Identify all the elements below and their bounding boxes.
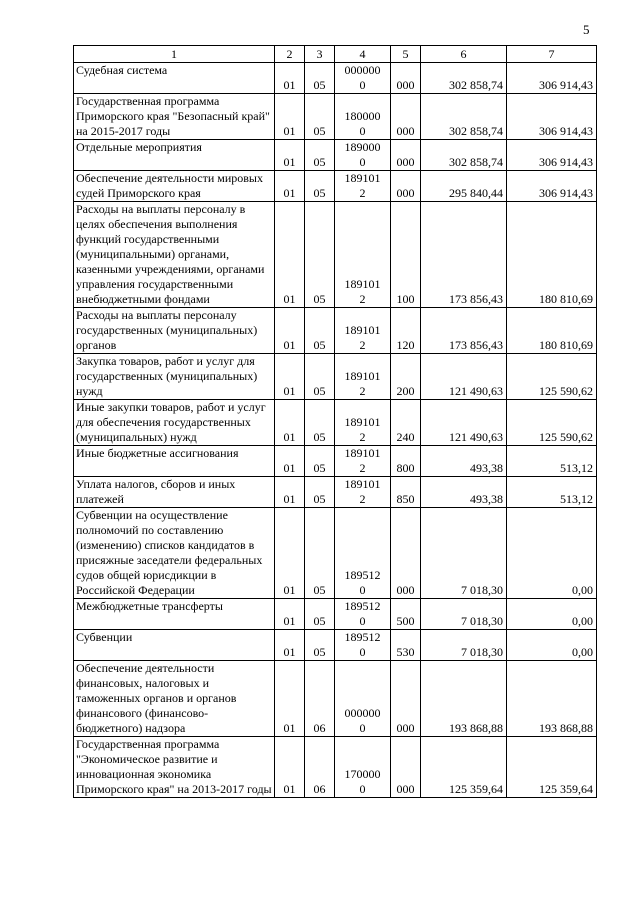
amount-col-7: 306 914,43 [507,94,597,140]
target-article-code [335,446,391,477]
table-row [74,446,597,477]
amount-col-7: 125 590,62 [507,354,597,400]
expense-type-code: 000 [391,737,421,798]
amount-col-6: 302 858,74 [421,63,507,94]
target-article-code [335,140,391,171]
row-name: Иные закупки товаров, работ и услуг для обеспечения государственных (муниципальных) нужд [74,400,275,446]
column-header-6: 6 [421,46,507,63]
target-article-code-line-1: 189101 [344,369,381,383]
amount-col-6: 7 018,30 [421,599,507,630]
section-code: 01 [275,202,305,308]
expense-type-code: 850 [391,477,421,508]
target-article-code-line-2: 0 [359,583,366,597]
column-header-5: 5 [391,46,421,63]
expense-type-code: 530 [391,630,421,661]
row-name: Судебная система [74,63,275,94]
target-article-code-line-1: 189512 [344,630,381,644]
section-code: 01 [275,737,305,798]
target-article-code-line-1: 189000 [344,140,381,154]
column-header-2: 2 [275,46,305,63]
page-number: 5 [583,22,590,37]
target-article-code-line-2: 2 [359,492,366,506]
amount-col-7: 193 868,88 [507,661,597,737]
expense-type-code: 000 [391,140,421,171]
amount-col-6: 125 359,64 [421,737,507,798]
target-article-code-line-2: 2 [359,384,366,398]
amount-col-7: 513,12 [507,477,597,508]
expense-type-code: 240 [391,400,421,446]
table-row [74,400,597,446]
amount-col-6: 121 490,63 [421,400,507,446]
target-article-code-line-2: 0 [359,124,366,138]
target-article-code [335,508,391,599]
section-code: 01 [275,508,305,599]
subsection-code: 05 [305,446,335,477]
target-article-code-line-1: 189512 [344,599,381,613]
subsection-code: 05 [305,477,335,508]
target-article-code-line-1: 180000 [344,109,381,123]
target-article-code-line-2: 2 [359,461,366,475]
section-code: 01 [275,354,305,400]
amount-col-6: 173 856,43 [421,308,507,354]
subsection-code: 05 [305,508,335,599]
subsection-code: 06 [305,661,335,737]
section-code: 01 [275,94,305,140]
subsection-code: 05 [305,140,335,171]
amount-col-7: 306 914,43 [507,140,597,171]
row-name: Субвенции [74,630,275,661]
table-row [74,508,597,599]
target-article-code [335,94,391,140]
target-article-code [335,630,391,661]
target-article-code-line-1: 189101 [344,415,381,429]
row-name: Государственная программа Приморского края "Безопасный край" на 2015-2017 годы [74,94,275,140]
section-code: 01 [275,171,305,202]
target-article-code-line-2: 0 [359,782,366,796]
amount-col-7: 180 810,69 [507,202,597,308]
amount-col-7: 0,00 [507,508,597,599]
table-row [74,140,597,171]
header-row [74,46,597,63]
row-name: Государственная программа "Экономическое развитие и инновационная экономика Приморского края" на 2013-2017 годы [74,737,275,798]
table-row [74,661,597,737]
row-name: Межбюджетные трансферты [74,599,275,630]
table-row [74,202,597,308]
amount-col-6: 302 858,74 [421,94,507,140]
table-row [74,599,597,630]
amount-col-6: 193 868,88 [421,661,507,737]
expense-type-code: 120 [391,308,421,354]
target-article-code-line-1: 189101 [344,171,381,185]
amount-col-7: 306 914,43 [507,63,597,94]
expense-type-code: 000 [391,94,421,140]
column-header-7: 7 [507,46,597,63]
subsection-code: 06 [305,737,335,798]
target-article-code-line-1: 189101 [344,323,381,337]
amount-col-7: 306 914,43 [507,171,597,202]
expense-type-code: 500 [391,599,421,630]
table-row [74,308,597,354]
target-article-code [335,477,391,508]
table-row [74,630,597,661]
row-name: Обеспечение деятельности мировых судей Приморского края [74,171,275,202]
target-article-code-line-1: 000000 [344,63,381,77]
table-row [74,477,597,508]
expense-type-code: 200 [391,354,421,400]
amount-col-6: 302 858,74 [421,140,507,171]
table-row [74,171,597,202]
amount-col-7: 125 590,62 [507,400,597,446]
target-article-code-line-2: 2 [359,186,366,200]
row-name: Закупка товаров, работ и услуг для государственных (муниципальных) нужд [74,354,275,400]
row-name: Обеспечение деятельности финансовых, налоговых и таможенных органов и органов финансового (финансово-бюджетного) надзора [74,661,275,737]
target-article-code-line-1: 000000 [344,706,381,720]
section-code: 01 [275,63,305,94]
subsection-code: 05 [305,308,335,354]
expense-type-code: 000 [391,508,421,599]
subsection-code: 05 [305,400,335,446]
section-code: 01 [275,599,305,630]
amount-col-6: 295 840,44 [421,171,507,202]
target-article-code [335,354,391,400]
section-code: 01 [275,630,305,661]
target-article-code-line-2: 0 [359,78,366,92]
target-article-code-line-2: 2 [359,338,366,352]
budget-table [73,45,597,798]
target-article-code-line-2: 2 [359,430,366,444]
amount-col-7: 0,00 [507,630,597,661]
row-name: Субвенции на осуществление полномочий по составлению (изменению) списков кандидатов в присяжные заседатели федеральных судов общей юрисдикции в Российской Федерации [74,508,275,599]
target-article-code-line-1: 189101 [344,446,381,460]
table-body [74,63,597,798]
subsection-code: 05 [305,94,335,140]
amount-col-6: 493,38 [421,446,507,477]
expense-type-code: 000 [391,661,421,737]
section-code: 01 [275,308,305,354]
column-header-4: 4 [335,46,391,63]
column-header-3: 3 [305,46,335,63]
row-name: Расходы на выплаты персоналу в целях обеспечения выполнения функций государственными (муниципальными) органами, казенными учреждениями, органами управления государственными внебюджетными фондами [74,202,275,308]
subsection-code: 05 [305,599,335,630]
section-code: 01 [275,140,305,171]
target-article-code [335,63,391,94]
amount-col-7: 0,00 [507,599,597,630]
target-article-code [335,202,391,308]
column-header-1: 1 [74,46,275,63]
target-article-code-line-1: 189101 [344,477,381,491]
amount-col-6: 121 490,63 [421,354,507,400]
expense-type-code: 000 [391,171,421,202]
target-article-code-line-1: 189101 [344,277,381,291]
target-article-code-line-2: 0 [359,614,366,628]
section-code: 01 [275,477,305,508]
subsection-code: 05 [305,354,335,400]
amount-col-7: 125 359,64 [507,737,597,798]
amount-col-6: 7 018,30 [421,630,507,661]
amount-col-6: 493,38 [421,477,507,508]
row-name: Иные бюджетные ассигнования [74,446,275,477]
row-name: Расходы на выплаты персоналу государственных (муниципальных) органов [74,308,275,354]
section-code: 01 [275,446,305,477]
table-row [74,737,597,798]
target-article-code-line-1: 170000 [344,767,381,781]
target-article-code-line-1: 189512 [344,568,381,582]
section-code: 01 [275,400,305,446]
subsection-code: 05 [305,630,335,661]
expense-type-code: 000 [391,63,421,94]
table-row [74,354,597,400]
row-name: Уплата налогов, сборов и иных платежей [74,477,275,508]
table-row [74,94,597,140]
target-article-code [335,599,391,630]
target-article-code [335,308,391,354]
target-article-code [335,400,391,446]
target-article-code-line-2: 0 [359,721,366,735]
target-article-code-line-2: 2 [359,292,366,306]
table-row [74,63,597,94]
amount-col-6: 7 018,30 [421,508,507,599]
section-code: 01 [275,661,305,737]
target-article-code-line-2: 0 [359,645,366,659]
amount-col-6: 173 856,43 [421,202,507,308]
amount-col-7: 513,12 [507,446,597,477]
expense-type-code: 800 [391,446,421,477]
row-name: Отдельные мероприятия [74,140,275,171]
target-article-code-line-2: 0 [359,155,366,169]
target-article-code [335,661,391,737]
subsection-code: 05 [305,63,335,94]
expense-type-code: 100 [391,202,421,308]
subsection-code: 05 [305,202,335,308]
amount-col-7: 180 810,69 [507,308,597,354]
target-article-code [335,737,391,798]
subsection-code: 05 [305,171,335,202]
target-article-code [335,171,391,202]
